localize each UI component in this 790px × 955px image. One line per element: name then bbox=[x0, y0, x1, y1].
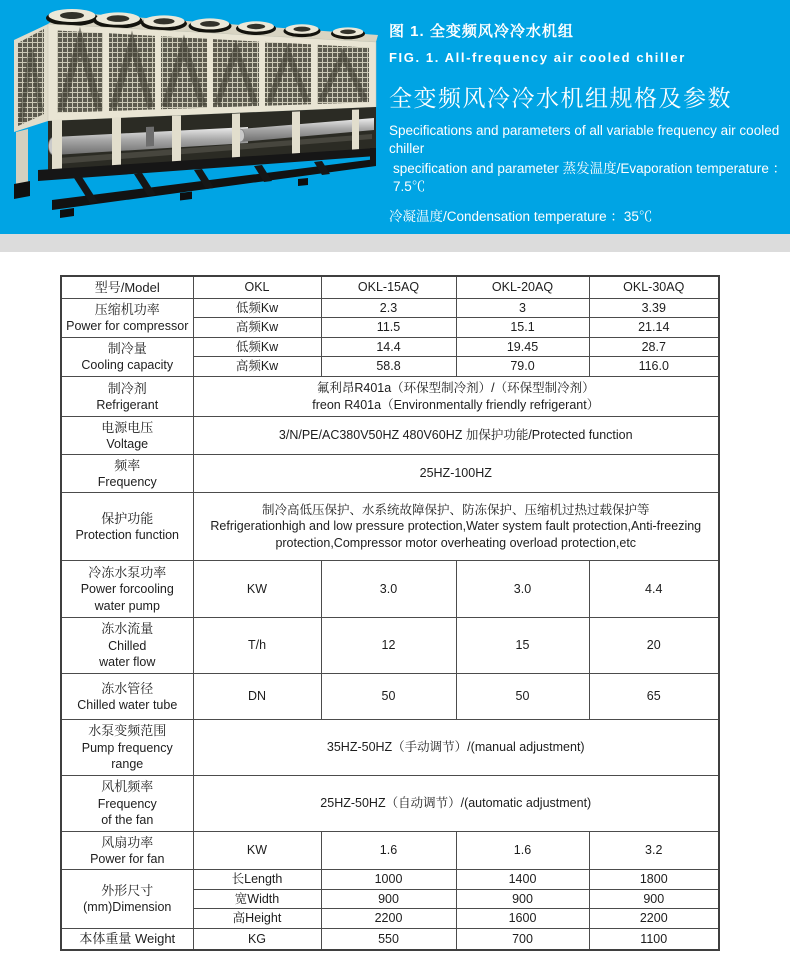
row-label-model: 型号/Model bbox=[61, 276, 193, 298]
value-cell-weight: 700 bbox=[456, 928, 589, 950]
unit-cell-fan-power: KW bbox=[193, 832, 321, 870]
table-row-pump-frequency-range bbox=[61, 720, 719, 776]
table-row-refrigerant bbox=[61, 377, 719, 417]
row-label-chilled-pump-power: 冷冻水泵功率 Power forcooling water pump bbox=[61, 561, 193, 618]
value-cell-chilled-pump-power: 3.0 bbox=[456, 561, 589, 618]
span-cell-fan-frequency: 25HZ-50HZ（自动调节）/(automatic adjustment) bbox=[193, 776, 719, 832]
row-label-chilled-water-flow: 冻水流量 Chilled water flow bbox=[61, 618, 193, 674]
row-label-compressor-power: 压缩机功率 Power for compressor bbox=[61, 298, 193, 337]
value-cell-dimension: 900 bbox=[589, 889, 719, 909]
figure-caption-zh: 图 1. 全变频风冷冷水机组 bbox=[389, 23, 574, 40]
row-label-refrigerant: 制冷剂 Refrigerant bbox=[61, 377, 193, 417]
table-row-cooling-capacity bbox=[61, 337, 719, 357]
table-row-chilled-water-tube bbox=[61, 674, 719, 720]
spec-subtitle-line2: specification and parameter 蒸发温度/Evaporation temperature ：7.5℃ bbox=[393, 161, 787, 194]
value-cell-fan-power: 1.6 bbox=[321, 832, 456, 870]
table-row-chilled-water-flow bbox=[61, 618, 719, 674]
specification-table-wrap bbox=[60, 275, 720, 951]
value-cell-compressor-power: 11.5 bbox=[321, 318, 456, 338]
value-cell-cooling-capacity: 58.8 bbox=[321, 357, 456, 377]
value-cell-fan-power: 3.2 bbox=[589, 832, 719, 870]
unit-cell-cooling-capacity: 高频Kw bbox=[193, 357, 321, 377]
spec-subtitle-line3: 冷凝温度/Condensation temperature ：35℃ bbox=[389, 209, 653, 225]
value-cell-dimension: 2200 bbox=[589, 909, 719, 929]
unit-cell-model: OKL bbox=[193, 276, 321, 298]
value-cell-chilled-water-tube: 65 bbox=[589, 674, 719, 720]
value-cell-chilled-water-flow: 12 bbox=[321, 618, 456, 674]
value-cell-model: OKL-15AQ bbox=[321, 276, 456, 298]
table-row-compressor-power bbox=[61, 298, 719, 318]
row-label-frequency: 频率 Frequency bbox=[61, 455, 193, 493]
row-label-weight: 本体重量 Weight bbox=[61, 928, 193, 950]
table-row-weight bbox=[61, 928, 719, 950]
specification-table bbox=[60, 275, 720, 951]
unit-cell-dimension: 长Length bbox=[193, 870, 321, 890]
value-cell-chilled-water-flow: 20 bbox=[589, 618, 719, 674]
row-label-cooling-capacity: 制冷量 Cooling capacity bbox=[61, 337, 193, 376]
value-cell-weight: 1100 bbox=[589, 928, 719, 950]
value-cell-dimension: 900 bbox=[456, 889, 589, 909]
value-cell-compressor-power: 3 bbox=[456, 298, 589, 318]
unit-cell-chilled-water-flow: T/h bbox=[193, 618, 321, 674]
value-cell-model: OKL-20AQ bbox=[456, 276, 589, 298]
value-cell-dimension: 2200 bbox=[321, 909, 456, 929]
table-row-protection-function bbox=[61, 493, 719, 561]
unit-cell-dimension: 宽Width bbox=[193, 889, 321, 909]
table-row-fan-power bbox=[61, 832, 719, 870]
table-row-model bbox=[61, 276, 719, 298]
unit-cell-chilled-water-tube: DN bbox=[193, 674, 321, 720]
value-cell-weight: 550 bbox=[321, 928, 456, 950]
unit-cell-chilled-pump-power: KW bbox=[193, 561, 321, 618]
span-cell-protection-function: 制冷高低压保护、水系统故障保护、防冻保护、压缩机过热过载保护等 Refrigerationhigh and low pressure protection,Water system fault protection,Anti-freezing protection,Compressor motor overheating overload protection,etc bbox=[193, 493, 719, 561]
unit-cell-compressor-power: 高频Kw bbox=[193, 318, 321, 338]
row-label-pump-frequency-range: 水泵变频范围 Pump frequency range bbox=[61, 720, 193, 776]
chiller-product-image bbox=[0, 0, 385, 232]
value-cell-compressor-power: 15.1 bbox=[456, 318, 589, 338]
table-row-frequency bbox=[61, 455, 719, 493]
span-cell-voltage: 3/N/PE/AC380V50HZ 480V60HZ 加保护功能/Protected function bbox=[193, 417, 719, 455]
table-row-fan-frequency bbox=[61, 776, 719, 832]
value-cell-compressor-power: 3.39 bbox=[589, 298, 719, 318]
value-cell-chilled-water-flow: 15 bbox=[456, 618, 589, 674]
unit-cell-cooling-capacity: 低频Kw bbox=[193, 337, 321, 357]
value-cell-cooling-capacity: 79.0 bbox=[456, 357, 589, 377]
hero-banner bbox=[0, 0, 790, 234]
value-cell-dimension: 1800 bbox=[589, 870, 719, 890]
row-label-chilled-water-tube: 冻水管径 Chilled water tube bbox=[61, 674, 193, 720]
value-cell-chilled-water-tube: 50 bbox=[456, 674, 589, 720]
value-cell-compressor-power: 21.14 bbox=[589, 318, 719, 338]
value-cell-cooling-capacity: 28.7 bbox=[589, 337, 719, 357]
unit-cell-weight: KG bbox=[193, 928, 321, 950]
figure-caption-en: FIG. 1. All-frequency air cooled chiller bbox=[389, 50, 686, 65]
value-cell-dimension: 900 bbox=[321, 889, 456, 909]
unit-cell-dimension: 高Height bbox=[193, 909, 321, 929]
table-row-chilled-pump-power bbox=[61, 561, 719, 618]
value-cell-dimension: 1400 bbox=[456, 870, 589, 890]
value-cell-fan-power: 1.6 bbox=[456, 832, 589, 870]
spec-title-zh: 全变频风冷冷水机组规格及参数 bbox=[389, 85, 732, 111]
span-cell-pump-frequency-range: 35HZ-50HZ（手动调节）/(manual adjustment) bbox=[193, 720, 719, 776]
value-cell-dimension: 1600 bbox=[456, 909, 589, 929]
unit-cell-compressor-power: 低频Kw bbox=[193, 298, 321, 318]
value-cell-cooling-capacity: 116.0 bbox=[589, 357, 719, 377]
value-cell-compressor-power: 2.3 bbox=[321, 298, 456, 318]
divider-strip bbox=[0, 234, 790, 252]
value-cell-chilled-pump-power: 3.0 bbox=[321, 561, 456, 618]
span-cell-refrigerant: 氟利昂R401a（环保型制冷剂）/（环保型制冷剂） freon R401a（Environmentally friendly refrigerant） bbox=[193, 377, 719, 417]
row-label-protection-function: 保护功能 Protection function bbox=[61, 493, 193, 561]
hero-text-block bbox=[389, 20, 787, 226]
table-row-dimension bbox=[61, 870, 719, 890]
value-cell-chilled-water-tube: 50 bbox=[321, 674, 456, 720]
span-cell-frequency: 25HZ-100HZ bbox=[193, 455, 719, 493]
row-label-dimension: 外形尺寸 (mm)Dimension bbox=[61, 870, 193, 929]
value-cell-model: OKL-30AQ bbox=[589, 276, 719, 298]
row-label-fan-power: 风扇功率 Power for fan bbox=[61, 832, 193, 870]
value-cell-chilled-pump-power: 4.4 bbox=[589, 561, 719, 618]
value-cell-dimension: 1000 bbox=[321, 870, 456, 890]
row-label-voltage: 电源电压 Voltage bbox=[61, 417, 193, 455]
value-cell-cooling-capacity: 19.45 bbox=[456, 337, 589, 357]
table-row-voltage bbox=[61, 417, 719, 455]
row-label-fan-frequency: 风机频率 Frequency of the fan bbox=[61, 776, 193, 832]
value-cell-cooling-capacity: 14.4 bbox=[321, 337, 456, 357]
spec-subtitle-line1: Specifications and parameters of all variable frequency air cooled chiller bbox=[389, 123, 780, 156]
